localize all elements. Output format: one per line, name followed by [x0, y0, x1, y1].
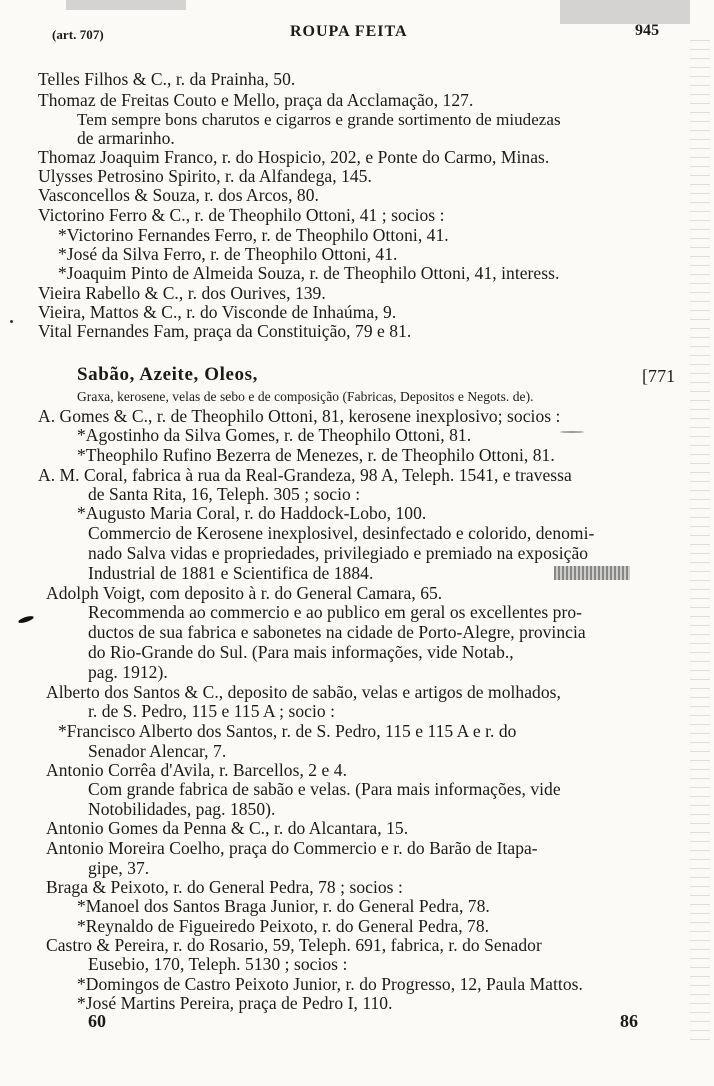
- section-title: Sabão, Azeite, Oleos,: [77, 364, 258, 385]
- entry-line: Eusebio, 170, Teleph. 5130 ; socios :: [88, 954, 348, 974]
- section-subtitle: Graxa, kerosene, velas de sebo e de composição (Fabricas, Depositos e Negots. de).: [77, 389, 534, 404]
- entry-description: Notobilidades, pag. 1850).: [88, 799, 276, 819]
- entry-description: de armarinho.: [77, 128, 175, 148]
- entry-line: Vieira, Mattos & C., r. do Visconde de Inhaúma, 9.: [38, 302, 397, 322]
- entry-line: Antonio Corrêa d'Avila, r. Barcellos, 2 e 4.: [46, 760, 347, 780]
- page-number: 945: [635, 22, 660, 39]
- entry-line: Ulysses Petrosino Spirito, r. da Alfandega, 145.: [38, 166, 372, 186]
- partner-line: *Manoel dos Santos Braga Junior, r. do General Pedra, 78.: [77, 896, 490, 916]
- entry-line: Vital Fernandes Fam, praça da Constituição, 79 e 81.: [38, 321, 412, 341]
- entry-line: Alberto dos Santos & C., deposito de sabão, velas e artigos de molhados,: [46, 682, 561, 702]
- margin-mark: [18, 615, 35, 625]
- partner-line: *Reynaldo de Figueiredo Peixoto, r. do General Pedra, 78.: [77, 916, 490, 936]
- entry-description: pag. 1912).: [88, 662, 168, 682]
- entry-description: Commercio de Kerosene inexplosivel, desinfectado e colorido, denomi-: [88, 523, 595, 543]
- partner-line: *Theophilo Rufino Bezerra de Menezes, r. de Theophilo Ottoni, 81.: [77, 445, 555, 465]
- entry-description: Com grande fabrica de sabão e velas. (Para mais informações, vide: [88, 779, 561, 799]
- entry-line: A. M. Coral, fabrica à rua da Real-Grandeza, 98 A, Teleph. 1541, e travessa: [38, 465, 572, 485]
- entry-line: Victorino Ferro & C., r. de Theophilo Ottoni, 41 ; socios :: [38, 205, 445, 225]
- ink-blot: [554, 566, 630, 580]
- speck: [10, 320, 13, 323]
- footer-signature-left: 60: [88, 1011, 107, 1031]
- partner-line: *Joaquim Pinto de Almeida Souza, r. de Theophilo Ottoni, 41, interess.: [58, 263, 560, 283]
- section-number: [771: [642, 366, 676, 386]
- entry-description: do Rio-Grande do Sul. (Para mais informações, vide Notab.,: [88, 642, 514, 662]
- partner-line: *Augusto Maria Coral, r. do Haddock-Lobo, 100.: [77, 503, 427, 523]
- header-article-ref: (art. 707): [52, 27, 104, 42]
- entry-line: Adolph Voigt, com deposito à r. do General Camara, 65.: [46, 583, 443, 603]
- entry-line: Thomaz de Freitas Couto e Mello, praça da Acclamação, 127.: [38, 90, 474, 110]
- entry-line: Antonio Gomes da Penna & C., r. do Alcantara, 15.: [46, 818, 409, 838]
- print-smudge: [66, 0, 186, 10]
- partner-line: *Victorino Fernandes Ferro, r. de Theophilo Ottoni, 41.: [58, 225, 449, 245]
- entry-line: r. de S. Pedro, 115 e 115 A ; socio :: [88, 701, 336, 721]
- entry-line: de Santa Rita, 16, Teleph. 305 ; socio :: [88, 484, 361, 504]
- running-title: ROUPA FEITA: [290, 23, 408, 40]
- partner-line: *José da Silva Ferro, r. de Theophilo Ottoni, 41.: [58, 244, 398, 264]
- entry-description: Industrial de 1881 e Scientifica de 1884.: [88, 563, 374, 583]
- entry-description: nado Salva vidas e propriedades, privilegiado e premiado na exposição: [88, 543, 589, 563]
- margin-noise: [690, 40, 710, 1040]
- entry-description: Recommenda ao commercio e ao publico em geral os excellentes pro-: [88, 602, 583, 622]
- entry-description: ductos de sua fabrica e sabonetes na cidade de Porto-Alegre, provincia: [88, 622, 586, 642]
- entry-line: Vasconcellos & Souza, r. dos Arcos, 80.: [38, 185, 319, 205]
- partner-line: *Domingos de Castro Peixoto Junior, r. do Progresso, 12, Paula Mattos.: [77, 974, 583, 994]
- entry-line: Vieira Rabello & C., r. dos Ourives, 139.: [38, 283, 326, 303]
- entry-line: gipe, 37.: [88, 858, 150, 878]
- entry-line: Antonio Moreira Coelho, praça do Commercio e r. do Barão de Itapa-: [46, 838, 538, 858]
- partner-line: Senador Alencar, 7.: [88, 741, 227, 761]
- partner-line: *José Martins Pereira, praça de Pedro I, 110.: [77, 993, 393, 1013]
- partner-line: *Agostinho da Silva Gomes, r. de Theophilo Ottoni, 81.: [77, 425, 472, 445]
- entry-line: A. Gomes & C., r. de Theophilo Ottoni, 81, kerosene inexplosivo; socios :: [38, 406, 561, 426]
- partner-line: *Francisco Alberto dos Santos, r. de S. Pedro, 115 e 115 A e r. do: [58, 721, 517, 741]
- entry-line: Braga & Peixoto, r. do General Pedra, 78 ; socios :: [46, 877, 403, 897]
- speck: [560, 431, 584, 433]
- entry-line: Thomaz Joaquim Franco, r. do Hospicio, 202, e Ponte do Carmo, Minas.: [38, 147, 550, 167]
- entry-line: Castro & Pereira, r. do Rosario, 59, Teleph. 691, fabrica, r. do Senador: [46, 935, 542, 955]
- entry-description: Tem sempre bons charutos e cigarros e grande sortimento de miudezas: [77, 110, 561, 129]
- entry-line: Telles Filhos & C., r. da Prainha, 50.: [38, 69, 296, 89]
- print-smudge: [560, 0, 690, 24]
- footer-signature-right: 86: [620, 1011, 639, 1031]
